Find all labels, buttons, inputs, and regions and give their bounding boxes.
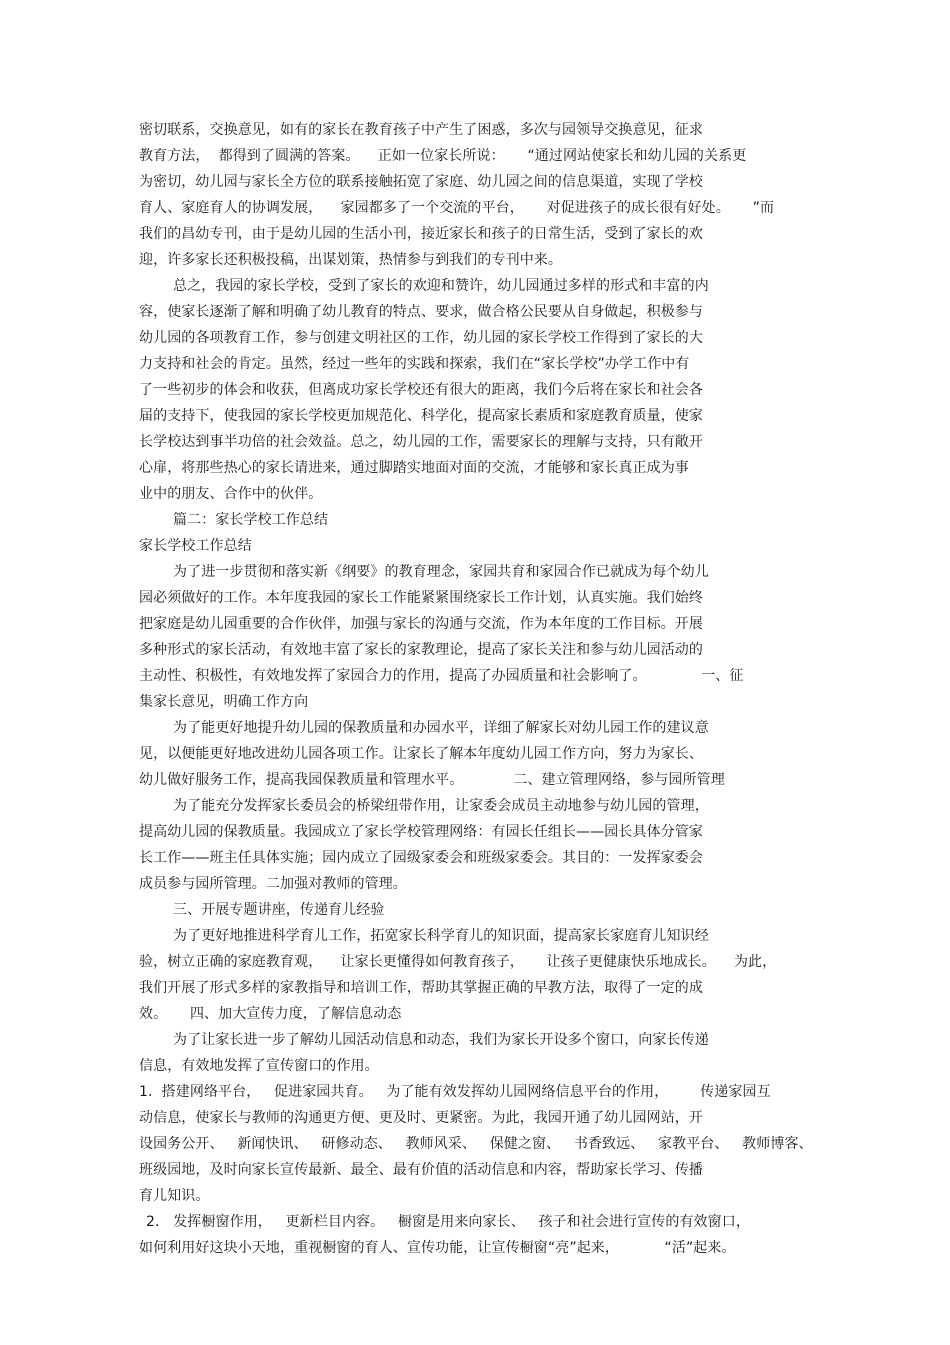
list-item-line: 2. 发挥橱窗作用， 更新栏目内容。 橱窗是用来向家长、 孩子和社会进行宣传的有效窗口， xyxy=(146,1214,750,1230)
text-line: 业中的朋友、合作中的伙伴。 xyxy=(139,486,323,502)
text-line: 容，使家长逐渐了解和明确了幼儿教育的特点、要求，做合格公民要从自身做起，积极参与 xyxy=(139,304,703,320)
text-line: 如何利用好这块小天地，重视橱窗的育人、宣传功能，让宣传橱窗“亮”起来， “活”起来。 xyxy=(139,1240,736,1256)
text-line: 效。 四、加大宣传力度，了解信息动态 xyxy=(139,1006,402,1022)
text-line: 班级园地，及时向家长宣传最新、最全、最有价值的活动信息和内容，帮助家长学习、传播 xyxy=(139,1162,703,1178)
text-line: 把家庭是幼儿园重要的合作伙伴，加强与家长的沟通与交流，作为本年度的工作目标。开展 xyxy=(139,616,703,632)
paragraph-start-line: 为了让家长进一步了解幼儿园活动信息和动态，我们为家长开设多个窗口，向家长传递 xyxy=(173,1032,709,1048)
text-line: 心扉，将那些热心的家长请进来，通过脚踏实地面对面的交流，才能够和家长真正成为事 xyxy=(139,460,689,476)
text-line: 育儿知识。 xyxy=(139,1188,210,1204)
text-line: 见，以便能更好地改进幼儿园各项工作。让家长了解本年度幼儿园工作方向，努力为家长、 xyxy=(139,746,703,762)
text-line: 届的支持下，使我园的家长学校更加规范化、科学化，提高家长素质和家庭教育质量，使家 xyxy=(139,408,703,424)
text-line: 力支持和社会的肯定。虽然，经过一些年的实践和探索，我们在“家长学校”办学工作中有 xyxy=(139,356,690,372)
paragraph-start-line: 为了更好地推进科学育儿工作，拓宽家长科学育儿的知识面，提高家长家庭育儿知识经 xyxy=(173,928,709,944)
paragraph-start-line: 为了能更好地提升幼儿园的保教质量和办园水平，详细了解家长对幼儿园工作的建议意 xyxy=(173,720,709,736)
text-line: 长工作——班主任具体实施；园内成立了园级家委会和班级家委会。其目的：一发挥家委会 xyxy=(139,850,703,866)
text-line: 了一些初步的体会和收获，但离成功家长学校还有很大的距离，我们今后将在家长和社会各 xyxy=(139,382,703,398)
paragraph-start-line: 为了进一步贯彻和落实新《纲要》的教育理念，家园共育和家园合作已就成为每个幼儿 xyxy=(173,564,709,580)
text-line: 信息，有效地发挥了宣传窗口的作用。 xyxy=(139,1058,379,1074)
text-line: 育人、家庭育人的协调发展， 家园都多了一个交流的平台， 对促进孩子的成长很有好处。 ”而 xyxy=(139,200,775,216)
section-title: 家长学校工作总结 xyxy=(139,538,252,554)
text-line: 动信息，使家长与教师的沟通更方便、更及时、更紧密。为此，我园开通了幼儿园网站，开 xyxy=(139,1110,703,1126)
text-line: 密切联系，交换意见，如有的家长在教育孩子中产生了困惑，多次与园领导交换意见，征求 xyxy=(139,122,703,138)
text-line: 园必须做好的工作。本年度我园的家长工作能紧紧围绕家长工作计划，认真实施。我们始终 xyxy=(139,590,703,606)
text-line: 成员参与园所管理。二加强对教师的管理。 xyxy=(139,876,407,892)
text-line: 幼儿做好服务工作，提高我园保教质量和管理水平。 二、建立管理网络，参与园所管理 xyxy=(139,772,725,788)
text-line: 幼儿园的各项教育工作，参与创建文明社区的工作，幼儿园的家长学校工作得到了家长的大 xyxy=(139,330,703,346)
text-line: 设园务公开、 新闻快讯、 研修动态、 教师风采、 保健之窗、 书香致远、 家教平台、 教师博客、 xyxy=(139,1136,813,1152)
text-line: 我们的昌幼专刊，由于是幼儿园的生活小刊，接近家长和孩子的日常生活，受到了家长的欢 xyxy=(139,226,703,242)
text-line: 教育方法， 都得到了圆满的答案。 正如一位家长所说： “通过网站使家长和幼儿园的关系更 xyxy=(139,148,747,164)
text-line: 集家长意见，明确工作方向 xyxy=(139,694,309,710)
paragraph-start-line: 总之，我园的家长学校，受到了家长的欢迎和赞许，幼儿园通过多样的形式和丰富的内 xyxy=(173,278,709,294)
section-heading: 篇二：家长学校工作总结 xyxy=(173,512,329,528)
text-line: 为密切，幼儿园与家长全方位的联系接触拓宽了家庭、幼儿园之间的信息渠道，实现了学校 xyxy=(139,174,703,190)
text-line: 验，树立正确的家庭教育观， 让家长更懂得如何教育孩子， 让孩子更健康快乐地成长。 为此， xyxy=(139,954,777,970)
text-line: 多种形式的家长活动，有效地丰富了家长的家教理论，提高了家长关注和参与幼儿园活动的 xyxy=(139,642,703,658)
text-line: 我们开展了形式多样的家教指导和培训工作，帮助其掌握正确的早教方法，取得了一定的成 xyxy=(139,980,703,996)
text-line: 迎，许多家长还积极投稿，出谋划策，热情参与到我们的专刊中来。 xyxy=(139,252,562,268)
paragraph-start-line: 为了能充分发挥家长委员会的桥梁纽带作用，让家委会成员主动地参与幼儿园的管理， xyxy=(173,798,709,814)
section-heading: 三、开展专题讲座，传递育儿经验 xyxy=(173,902,385,918)
text-line: 长学校达到事半功倍的社会效益。总之，幼儿园的工作，需要家长的理解与支持，只有敞开 xyxy=(139,434,703,450)
text-line: 主动性、积极性，有效地发挥了家园合力的作用，提高了办园质量和社会影响了。 一、征 xyxy=(139,668,744,684)
text-line: 提高幼儿园的保教质量。我园成立了家长学校管理网络：有园长任组长——园长具体分管家 xyxy=(139,824,703,840)
list-item-line: 1. 搭建网络平台， 促进家园共育。 为了能有效发挥幼儿园网络信息平台的作用， 传递家园互 xyxy=(139,1084,771,1100)
